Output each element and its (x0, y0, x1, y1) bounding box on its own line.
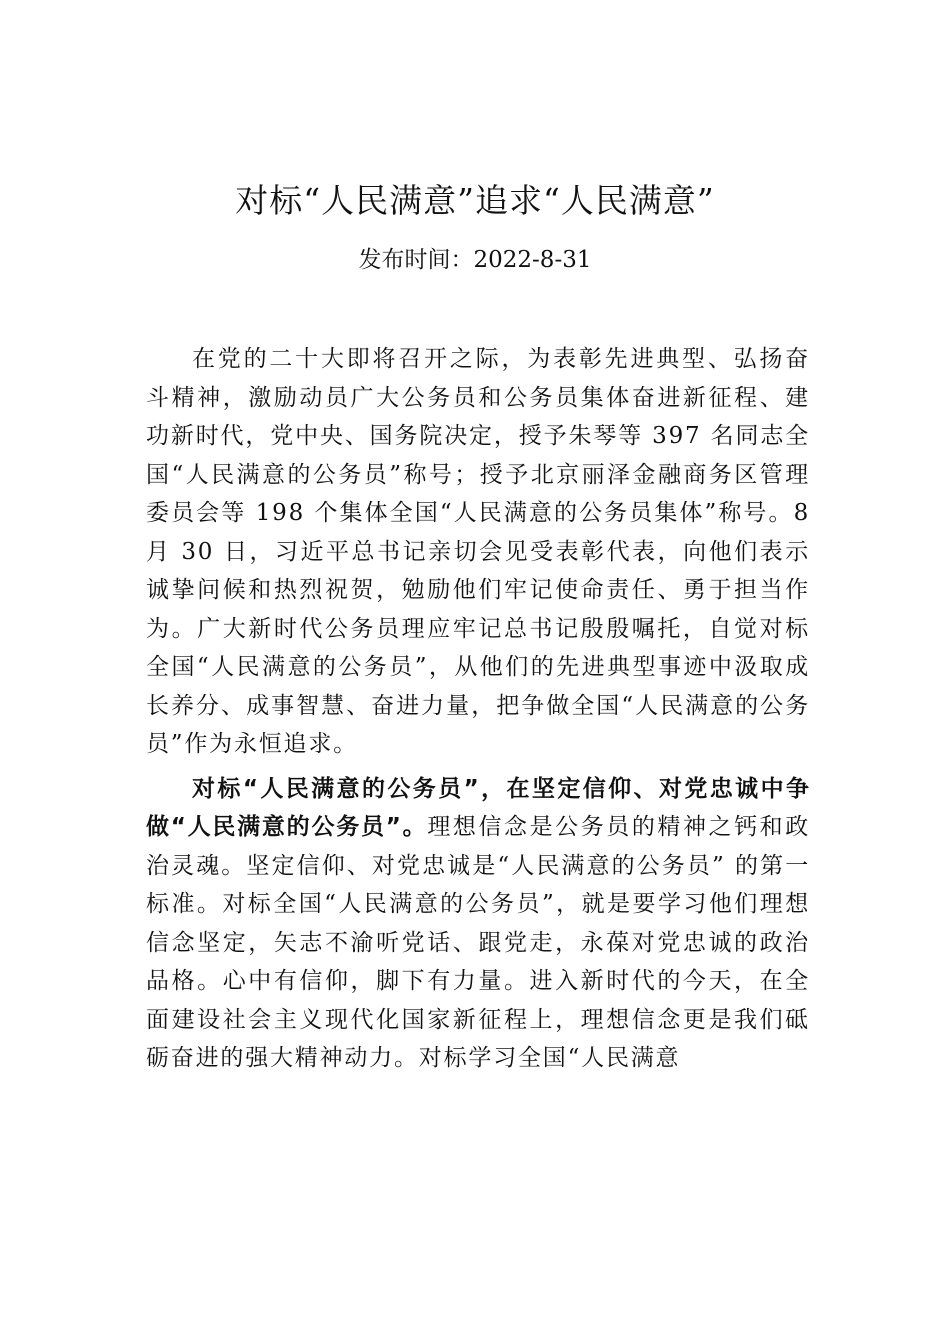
document-title: 对标“人民满意”追求“人民满意” (235, 181, 715, 220)
paragraph-lead-sentence: 对标“人民满意的公务员”，在坚定信仰、对党忠诚中争做“人民满意的公务员”。 (146, 775, 810, 840)
paragraph-1 (146, 340, 810, 764)
document-body (146, 340, 810, 1078)
publish-date: 发布时间：2022-8-31 (358, 247, 592, 273)
paragraph-text: 理想信念是公务员的精神之钙和政治灵魂。坚定信仰、对党忠诚是“人民满意的公务员” 的第一标准。对标全国“人民满意的公务员”，就是要学习他们理想信念坚定，矢志不渝听党话、跟党走，永葆对党忠诚的政治品格。心中有信仰，脚下有力量。进入新时代的今天，在全面建设社会主义现代化国家新征程上，理想信念更是我们砥砺奋进的强大精神动力。对标学习全国“人民满意 (146, 814, 811, 1071)
paragraph-2 (146, 770, 810, 1078)
paragraph-text: 在党的二十大即将召开之际，为表彰先进典型、弘扬奋斗精神，激励动员广大公务员和公务员集体奋进新征程、建功新时代，党中央、国务院决定，授予朱琴等 397 名同志全国“人民满意的公务员”称号；授予北京丽泽金融商务区管理委员会等 198 个集体全国“人民满意的公务员集体”称号。8 月 30 日，习近平总书记亲切会见受表彰代表，向他们表示诚挚问候和热烈祝贺，勉励他们牢记使命责任、勇于担当作为。广大新时代公务员理应牢记总书记殷殷嘱托，自觉对标全国“人民满意的公务员”，从他们的先进典型事迹中汲取成长养分、成事智慧、奋进力量，把争做全国“人民满意的公务员”作为永恒追求。 (146, 346, 810, 757)
